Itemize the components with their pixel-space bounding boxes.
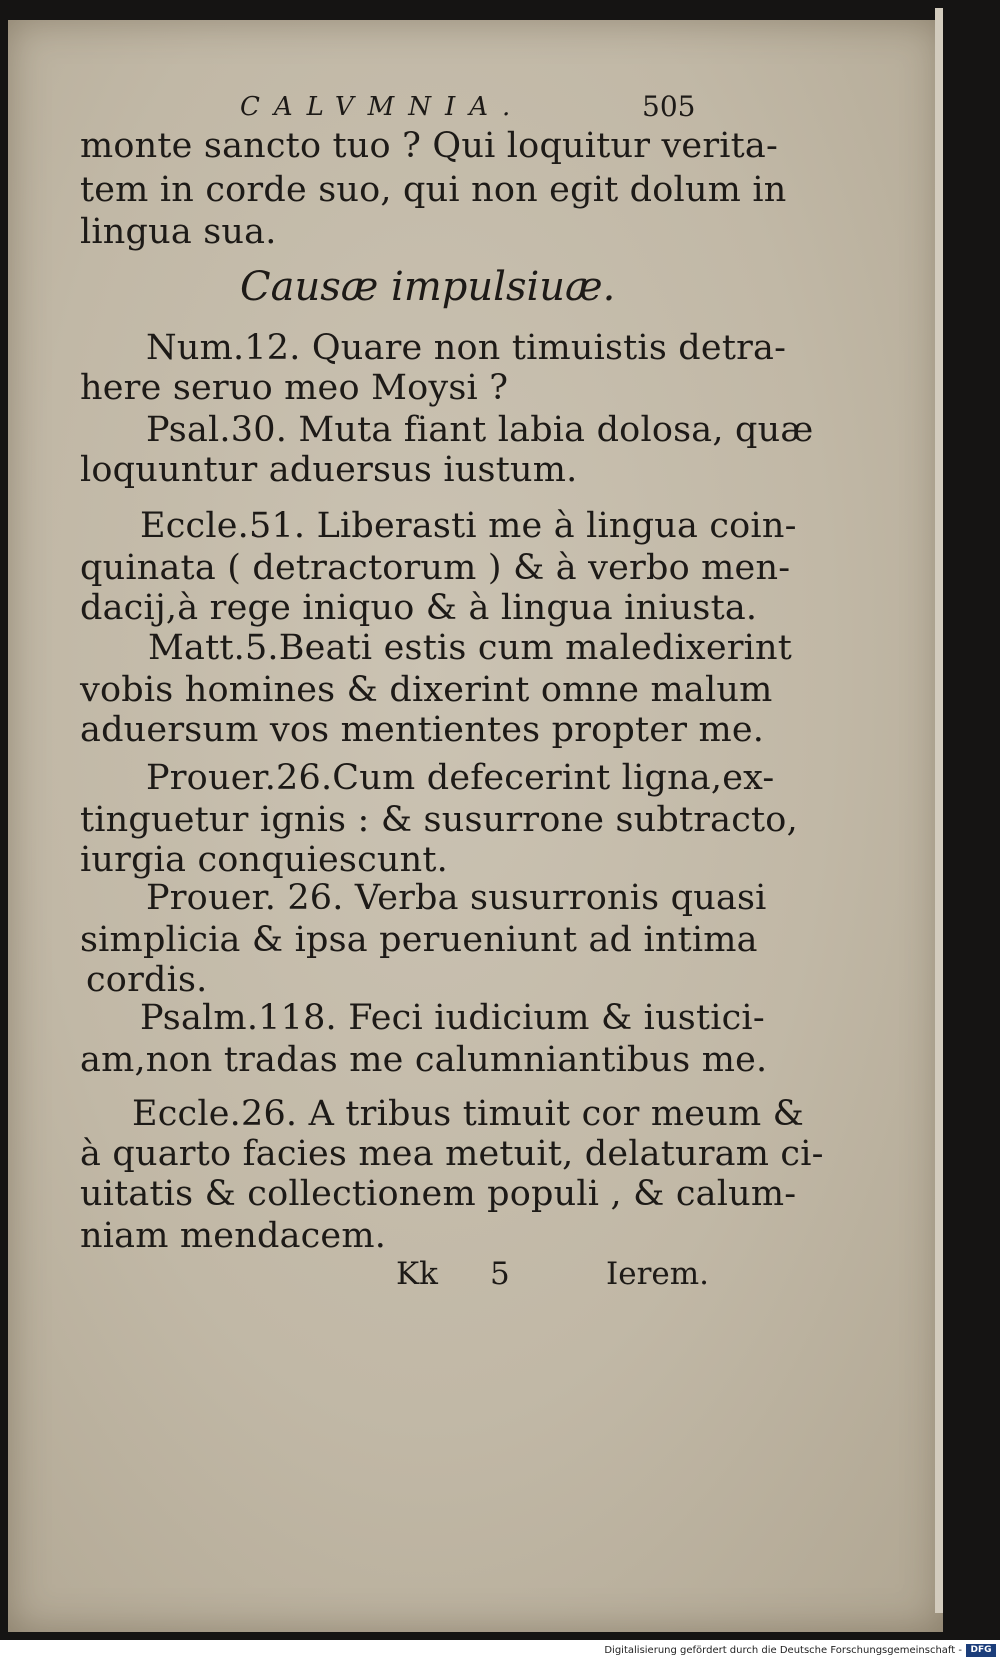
section-title: Causæ impulsiuæ. [240,264,616,310]
text-line: à quarto facies mea metuit, delaturam ci- [80,1134,824,1174]
text-line: Psal.30. Muta fiant labia dolosa, quæ [146,410,814,450]
text-line: Num.12. Quare non timuistis detra- [146,328,787,368]
signature-mark: Kk [396,1256,438,1292]
text-line: loquuntur aduersus iustum. [80,450,578,490]
dfg-logo: DFG [966,1644,996,1657]
catchword: Ierem. [606,1256,710,1292]
page-edge [935,8,943,1613]
footer-credit: Digitalisierung gefördert durch die Deutsche Forschungsgemeinschaft - [604,1645,962,1656]
text-line: Matt.5.Beati estis cum maledixerint [148,628,793,668]
signature-number: 5 [490,1256,510,1292]
text-line: niam mendacem. [80,1216,387,1256]
text-line: monte sancto tuo ? Qui loquitur verita- [80,126,779,166]
text-line: lingua sua. [80,212,277,252]
text-line: Prouer.26.Cum defecerint ligna,ex- [146,758,775,798]
text-line: Eccle.51. Liberasti me à lingua coin- [140,506,797,546]
text-line: Eccle.26. A tribus timuit cor meum & [132,1094,805,1134]
text-line: tinguetur ignis : & susurrone subtracto, [80,800,798,840]
text-line: uitatis & collectionem populi , & calum- [80,1174,797,1214]
footer-bar [0,1640,1000,1665]
text-line: Prouer. 26. Verba susurronis quasi [146,878,767,918]
text-line: vobis homines & dixerint omne malum [80,670,773,710]
text-line: dacij,à rege iniquo & à lingua iniusta. [80,588,758,628]
text-line: quinata ( detractorum ) & à verbo men- [80,548,791,588]
text-line: cordis. [86,960,208,1000]
text-line: simplicia & ipsa perueniunt ad intima [80,920,758,960]
text-line: here seruo meo Moysi ? [80,368,509,408]
text-line: aduersum vos mentientes propter me. [80,710,765,750]
text-line: am,non tradas me calumniantibus me. [80,1040,768,1080]
text-line: Psalm.118. Feci iudicium & iustici- [140,998,765,1038]
text-line: tem in corde suo, qui non egit dolum in [80,170,787,210]
page-number: 505 [642,90,696,123]
running-title: CALVMNIA. [240,92,525,122]
text-line: iurgia conquiescunt. [80,840,448,880]
